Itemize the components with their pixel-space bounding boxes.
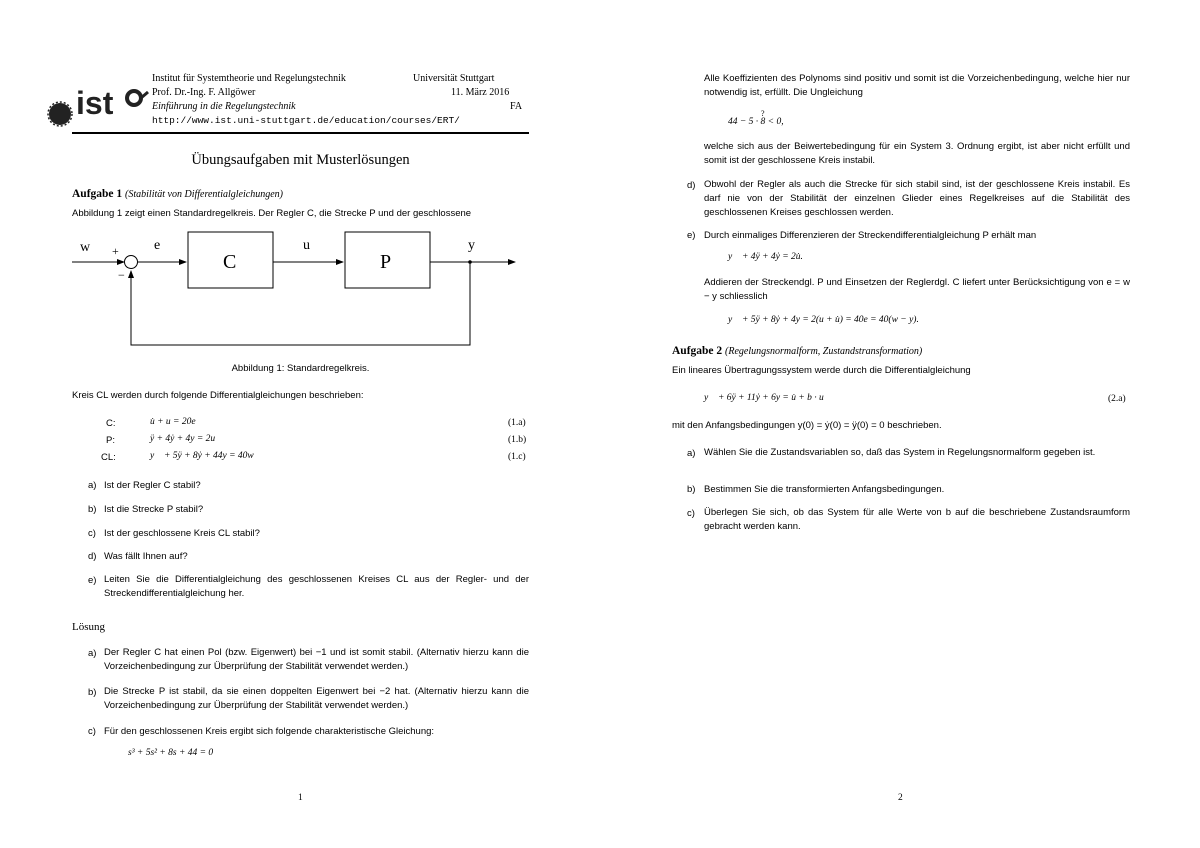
task2-intro: Ein lineares Übertragungssystem werde durch die Differentialgleichung <box>672 365 971 376</box>
course-code: FA <box>510 101 523 112</box>
svg-text:ist: ist <box>76 85 114 121</box>
page-number: 1 <box>298 793 303 803</box>
list-item-text: Bestimmen Sie die transformierten Anfangsbedingungen. <box>704 484 945 495</box>
list-item-letter: a) <box>687 448 696 459</box>
solution-e2-text: Addieren der Streckendgl. P und Einsetzen der Reglerdgl. C liefert unter Berücksichtigung von e = w − y schliesslich <box>704 277 1130 302</box>
list-item-text: Überlegen Sie sich, ob das System für alle Werte von b auf die beschriebene Zustandsraumform gebracht werden kann. <box>704 507 1130 532</box>
block-diagram <box>0 0 600 370</box>
eq-number: (1.a) <box>508 418 526 428</box>
course-name: Einführung in die Regelungstechnik <box>152 101 296 112</box>
task2-heading <box>672 345 922 357</box>
header-date: 11. März 2016 <box>451 87 510 98</box>
list-item-letter: e) <box>687 230 696 241</box>
initial-conditions-text: mit den Anfangsbedingungen y(0) = ẏ(0) = ÿ(0) = 0 beschrieben. <box>672 420 942 431</box>
eq-expr: u̇ + u = 20e <box>150 417 196 427</box>
list-item-letter: b) <box>88 504 97 515</box>
sum-minus: − <box>118 268 125 282</box>
equation-e2: y⃛ + 5ÿ + 8ẏ + 4y = 2(u + u̇) = 40e = 40(w − y). <box>728 315 919 325</box>
page-2 <box>600 0 1200 848</box>
eq-number: (2.a) <box>1108 394 1126 404</box>
block-p-label: P <box>380 251 392 273</box>
solution-heading: Lösung <box>72 621 105 633</box>
summing-junction <box>125 256 138 269</box>
list-item-text: Ist die Strecke P stabil? <box>104 504 204 515</box>
inequality: 44 − 5 · 8 < 0, <box>728 117 784 127</box>
char-equation: s³ + 5s² + 8s + 44 = 0 <box>128 748 214 758</box>
task1-subtitle: (Stabilität von Differentialgleichungen) <box>125 189 283 200</box>
list-item-text: Für den geschlossenen Kreis ergibt sich folgende charakteristische Gleichung: <box>104 726 435 737</box>
eq-label: C: <box>106 418 116 429</box>
task1-intro: Abbildung 1 zeigt einen Standardregelkreis. Der Regler C, die Strecke P und der geschlossene <box>72 208 472 219</box>
list-item-text: Ist der Regler C stabil? <box>104 480 201 491</box>
list-item-text: Leiten Sie die Differentialgleichung des geschlossenen Kreises CL aus der Regler- und der Streckendifferentialgleichung her. <box>104 574 529 599</box>
equation-e1: y⃛ + 4ÿ + 4ẏ = 2u̇. <box>728 252 803 262</box>
solution-d-text: Obwohl der Regler als auch die Strecke für sich stabil sind, ist der geschlossene Kreis instabil. Es darf nie von der Stabilität der einzelnen Glieder eines Regelkreises auf die Stabilität des geschlossenen Kreises geschlossen werden. <box>704 179 1130 218</box>
list-item-letter: a) <box>88 480 97 491</box>
list-item-letter: d) <box>687 180 696 191</box>
feedback-path <box>131 262 470 345</box>
page-number: 2 <box>898 793 903 803</box>
eq-number: (1.b) <box>508 435 527 445</box>
task1-heading-label: Aufgabe 1 <box>72 188 123 200</box>
inequality-text: welche sich aus der Beiwertebedingung für ein System 3. Ordnung ergibt, ist aber nicht erfüllt und somit ist der geschlossene Kreis instabil. <box>704 141 1130 166</box>
figure-caption: Abbildung 1: Standardregelkreis. <box>231 363 370 374</box>
inequality-question-mark: ? <box>761 109 765 118</box>
eq-expr: y⃛ + 5ÿ + 8ẏ + 44y = 40w <box>150 451 254 461</box>
signal-y: y <box>468 238 475 253</box>
eq-label: P: <box>106 435 115 446</box>
task2-subtitle: (Regelungsnormalform, Zustandstransformation) <box>725 346 923 357</box>
list-item-letter: c) <box>88 726 96 737</box>
continuation-text: Alle Koeffizienten des Polynoms sind positiv und somit ist die Vorzeichenbedingung, welche hier nur notwendig ist, erfüllt. Die Ungleichung <box>704 73 1130 98</box>
equation-2a: y⃛ + 6ÿ + 11ẏ + 6y = u̇ + b · u <box>704 393 824 403</box>
list-item-letter: c) <box>88 528 96 539</box>
list-item-text: Die Strecke P ist stabil, da sie einen doppelten Eigenwert bei −2 hat. (Alternativ hierzu kann die Vorzeichenbedingung zur Überprüfung der Stabilität verwendet werden.) <box>104 686 529 711</box>
list-item-letter: e) <box>88 575 97 586</box>
list-item-letter: d) <box>88 551 97 562</box>
solution-e-text: Durch einmaliges Differenzieren der Streckendifferentialgleichung P erhält man <box>704 230 1037 241</box>
eq-expr: ÿ + 4ẏ + 4y = 2u <box>150 434 216 444</box>
eq-number: (1.c) <box>508 452 526 462</box>
kreis-text: Kreis CL werden durch folgende Differentialgleichungen beschrieben: <box>72 390 364 401</box>
list-item-text: Wählen Sie die Zustandsvariablen so, daß das System in Regelungsnormalform gegeben ist. <box>704 447 1096 458</box>
list-item-letter: a) <box>88 648 97 659</box>
list-item-letter: b) <box>687 484 696 495</box>
list-item-text: Ist der geschlossene Kreis CL stabil? <box>104 528 260 539</box>
task2-heading-label: Aufgabe 2 <box>672 345 723 357</box>
institute-name: Institut für Systemtheorie und Regelungstechnik <box>152 73 346 84</box>
list-item-text: Was fällt Ihnen auf? <box>104 551 188 562</box>
course-url[interactable]: http://www.ist.uni-stuttgart.de/education/courses/ERT/ <box>152 115 460 126</box>
signal-e: e <box>154 238 161 253</box>
university-name: Universität Stuttgart <box>413 73 495 84</box>
list-item-text: Der Regler C hat einen Pol (bzw. Eigenwert) bei −1 und ist somit stabil. (Alternativ hierzu kann die Vorzeichenbedingung zur Überprüfung der Stabilität verwendet werden.) <box>104 647 529 672</box>
signal-w: w <box>80 240 91 255</box>
block-c-label: C <box>223 251 237 273</box>
professor-name: Prof. Dr.-Ing. F. Allgöwer <box>152 87 256 98</box>
signal-u: u <box>303 238 310 253</box>
sum-plus: + <box>112 244 119 258</box>
list-item-letter: c) <box>687 508 695 519</box>
list-item-letter: b) <box>88 687 97 698</box>
main-title: Übungsaufgaben mit Musterlösungen <box>191 152 410 168</box>
eq-label: CL: <box>101 452 116 463</box>
